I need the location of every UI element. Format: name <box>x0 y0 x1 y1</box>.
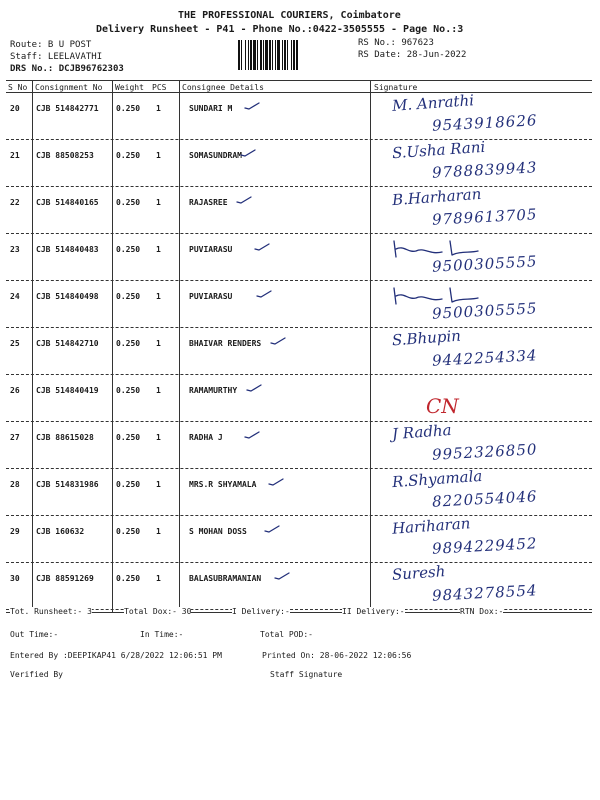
row-weight: 0.250 <box>116 527 141 536</box>
in-time: In Time:- <box>140 630 184 639</box>
row-consignee: MRS.R SHYAMALA <box>189 480 257 489</box>
column-header-signature: Signature <box>374 83 418 92</box>
table-top-rule <box>6 80 592 81</box>
row-separator <box>6 186 592 187</box>
row-pcs: 1 <box>156 386 161 395</box>
column-divider <box>179 80 180 612</box>
row-sno: 30 <box>10 574 20 583</box>
signature-cell <box>372 184 592 232</box>
row-sno: 26 <box>10 386 20 395</box>
barcode-bar <box>238 40 240 70</box>
signature-phone: 9442254334 <box>431 346 538 370</box>
row-pcs: 1 <box>156 574 161 583</box>
signature-cell <box>372 137 592 185</box>
printed-on: Printed On: 28-06-2022 12:06:56 <box>262 651 412 660</box>
row-pcs: 1 <box>156 433 161 442</box>
barcode-bar <box>263 40 264 70</box>
row-sno: 24 <box>10 292 20 301</box>
row-sno: 22 <box>10 198 20 207</box>
signature-cell <box>372 514 592 561</box>
signature-name: R.Shyamala <box>391 466 483 492</box>
signature-cell <box>372 466 592 514</box>
signature-phone: 9788839943 <box>431 158 538 182</box>
column-header-pcs: PCS <box>152 83 167 92</box>
checkmark-icon <box>240 149 256 157</box>
signature-cell <box>372 235 592 279</box>
row-consignment: CJB 514831986 <box>36 480 99 489</box>
barcode-bar <box>241 40 242 70</box>
barcode <box>238 40 338 70</box>
company-title: THE PROFESSIONAL COURIERS, Coimbatore <box>178 10 401 21</box>
signature-phone: 8220554046 <box>431 487 538 511</box>
barcode-bar <box>284 40 286 70</box>
table-header-rule <box>6 92 592 93</box>
totals-rule <box>6 612 592 613</box>
entered-by: Entered By :DEEPIKAP41 6/28/2022 12:06:51 PM <box>10 651 222 660</box>
row-pcs: 1 <box>156 339 161 348</box>
barcode-bar <box>296 40 298 70</box>
signature-phone: 9500305555 <box>431 252 538 276</box>
signature-name: B.Harharan <box>391 184 482 210</box>
row-weight: 0.250 <box>116 151 141 160</box>
staff-signature: Staff Signature <box>270 670 343 679</box>
second-delivery: II Delivery:- <box>342 607 405 616</box>
signature-cell <box>372 376 592 420</box>
row-separator <box>6 562 592 563</box>
row-separator <box>6 374 592 375</box>
row-separator <box>6 609 592 610</box>
staff-label: Staff: LEELAVATHI <box>10 52 103 62</box>
signature-name: Suresh <box>391 562 446 584</box>
row-consignee: BALASUBRAMANIAN <box>189 574 262 583</box>
row-consignee: BHAIVAR RENDERS <box>189 339 262 348</box>
signature-cell <box>372 282 592 326</box>
checkmark-icon <box>244 102 260 110</box>
total-pod: Total POD:- <box>260 630 313 639</box>
row-weight: 0.250 <box>116 433 141 442</box>
barcode-bar <box>275 40 276 70</box>
row-consignment: CJB 160632 <box>36 527 85 536</box>
row-consignment: CJB 514842771 <box>36 104 99 113</box>
checkmark-icon <box>264 525 280 533</box>
column-divider <box>32 80 33 612</box>
column-header-sno: S No <box>8 83 28 92</box>
signature-name: Hariharan <box>391 514 471 538</box>
checkmark-icon <box>256 290 272 298</box>
row-consignee: S MOHAN DOSS <box>189 527 247 536</box>
row-separator <box>6 327 592 328</box>
row-separator <box>6 515 592 516</box>
row-separator <box>6 139 592 140</box>
signature-cell <box>372 564 592 608</box>
checkmark-icon <box>274 572 290 580</box>
row-weight: 0.250 <box>116 292 141 301</box>
checkmark-icon <box>270 337 286 345</box>
row-weight: 0.250 <box>116 480 141 489</box>
row-sno: 21 <box>10 151 20 160</box>
row-pcs: 1 <box>156 104 161 113</box>
total-runsheet: Tot. Runsheet:- 3 <box>10 607 92 616</box>
barcode-bar <box>248 40 249 70</box>
row-pcs: 1 <box>156 480 161 489</box>
drs-number: DRS No.: DCJB96762303 <box>10 64 124 74</box>
verified-by: Verified By <box>10 670 63 679</box>
row-consignee: PUVIARASU <box>189 245 233 254</box>
row-consignment: CJB 514840483 <box>36 245 99 254</box>
column-header-consignment: Consignment No <box>35 83 103 92</box>
row-consignment: CJB 514842710 <box>36 339 99 348</box>
signature-cell <box>372 326 592 373</box>
barcode-bar <box>245 40 246 70</box>
signature-phone: 9543918626 <box>431 111 538 135</box>
checkmark-icon <box>246 384 262 392</box>
signature-phone: 9500305555 <box>431 299 538 323</box>
row-sno: 29 <box>10 527 20 536</box>
barcode-bar <box>291 40 292 70</box>
barcode-bar <box>269 40 271 70</box>
rs-date: RS Date: 28-Jun-2022 <box>358 50 467 60</box>
barcode-bar <box>253 40 256 70</box>
row-weight: 0.250 <box>116 339 141 348</box>
row-weight: 0.250 <box>116 245 141 254</box>
barcode-bar <box>287 40 288 70</box>
signature-phone: 9843278554 <box>431 581 538 605</box>
row-pcs: 1 <box>156 527 161 536</box>
barcode-bar <box>293 40 295 70</box>
row-sno: 20 <box>10 104 20 113</box>
row-consignment: CJB 514840498 <box>36 292 99 301</box>
barcode-bar <box>265 40 268 70</box>
out-time: Out Time:- <box>10 630 59 639</box>
row-consignment: CJB 514840165 <box>36 198 99 207</box>
column-header-weight: Weight <box>115 83 144 92</box>
column-divider <box>370 80 371 612</box>
row-consignment: CJB 88508253 <box>36 151 94 160</box>
signature-phone: 9952326850 <box>431 440 538 464</box>
row-pcs: 1 <box>156 151 161 160</box>
row-pcs: 1 <box>156 245 161 254</box>
checkmark-icon <box>268 478 284 486</box>
row-pcs: 1 <box>156 292 161 301</box>
signature-phone: 9789613705 <box>431 205 538 229</box>
row-weight: 0.250 <box>116 386 141 395</box>
column-divider <box>112 80 113 612</box>
row-separator <box>6 468 592 469</box>
row-sno: 25 <box>10 339 20 348</box>
row-separator <box>6 421 592 422</box>
signature-cell <box>372 91 592 138</box>
total-dox: Total Dox:- 30 <box>124 607 192 616</box>
column-header-consignee: Consignee Details <box>182 83 264 92</box>
barcode-bar <box>277 40 280 70</box>
rs-number: RS No.: 967623 <box>358 38 434 48</box>
checkmark-icon <box>236 196 252 204</box>
row-weight: 0.250 <box>116 198 141 207</box>
row-consignment: CJB 514840419 <box>36 386 99 395</box>
cn-mark: CN <box>426 394 459 418</box>
barcode-bar <box>250 40 252 70</box>
first-delivery: I Delivery:- <box>232 607 290 616</box>
row-consignee: SOMASUNDRAM <box>189 151 242 160</box>
row-sno: 27 <box>10 433 20 442</box>
rtn-dox: RTN Dox:- <box>460 607 504 616</box>
signature-name: M. Anrathi <box>391 91 475 115</box>
row-separator <box>6 280 592 281</box>
row-consignee: RADHA J <box>189 433 223 442</box>
barcode-bar <box>282 40 283 70</box>
signature-name: S.Bhupin <box>391 326 462 350</box>
row-weight: 0.250 <box>116 574 141 583</box>
checkmark-icon <box>254 243 270 251</box>
row-consignee: PUVIARASU <box>189 292 233 301</box>
row-weight: 0.250 <box>116 104 141 113</box>
signature-name: S.Usha Rani <box>391 137 486 163</box>
barcode-bar <box>260 40 262 70</box>
row-consignee: RAMAMURTHY <box>189 386 238 395</box>
route-label: Route: B U POST <box>10 40 92 50</box>
signature-cell <box>372 420 592 467</box>
row-consignment: CJB 88615028 <box>36 433 94 442</box>
barcode-bar <box>257 40 258 70</box>
runsheet-title: Delivery Runsheet - P41 - Phone No.:0422-3505555 - Page No.:3 <box>96 24 464 35</box>
row-consignee: SUNDARI M <box>189 104 233 113</box>
checkmark-icon <box>244 431 260 439</box>
row-sno: 23 <box>10 245 20 254</box>
row-consignee: RAJASREE <box>189 198 228 207</box>
row-consignment: CJB 88591269 <box>36 574 94 583</box>
signature-phone: 9894229452 <box>431 534 538 558</box>
barcode-bar <box>272 40 273 70</box>
row-sno: 28 <box>10 480 20 489</box>
signature-name: J Radha <box>391 420 453 444</box>
row-separator <box>6 233 592 234</box>
row-pcs: 1 <box>156 198 161 207</box>
